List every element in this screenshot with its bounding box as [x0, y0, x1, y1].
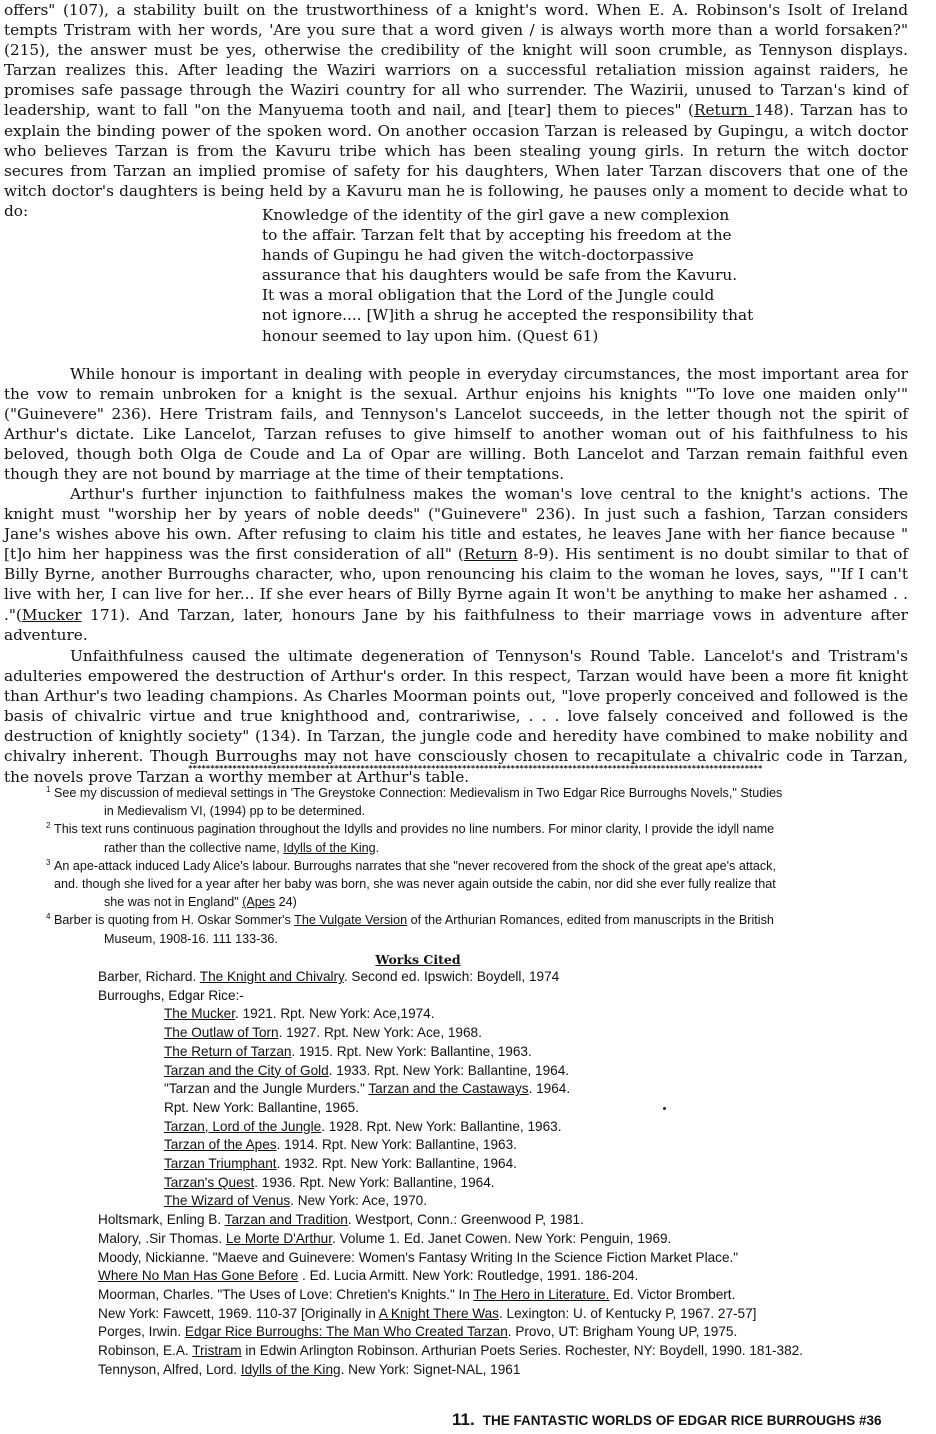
footnote-title: (Apes [242, 895, 276, 910]
work-title: Edgar Rice Burroughs: The Man Who Created Tarzan [184, 1324, 508, 1340]
footnote-number: 3 [46, 857, 51, 867]
entry-text: . Westport, Conn.: Greenwood P, 1981. [347, 1212, 584, 1228]
work-title: The Knight and Chivalry [199, 969, 344, 984]
paragraph-text: 148). Tarzan has to explain the binding power of the spoken word. On another occasion Tarzan is released by Gupingu, a witch doctor who believes Tarzan is from the Kavuru tribe which has been stealing young girls. In return the witch doctor secures from Tarzan an implied promise of safety for his daughters, When later Tarzan discovers that one of the witch doctor's daughters is being held by a Kavuru man he is following, he pauses only a moment to decide what to do: [4, 101, 908, 220]
works-cited-entry [98, 1305, 898, 1324]
print-speck [663, 1107, 666, 1110]
paragraph-text: While honour is important in dealing with people in everyday circumstances, the most important area for the vow to remain unbroken for a knight is the sexual. Arthur enjoins his knights "'To love one maiden only'" ("Guinevere" 236). Here Tristram fails, and Tennyson's Lancelot succeeds, in the letter though not the spirit of Arthur's dictate. Like Lancelot, Tarzan refuses to give himself to another woman out of his faithfulness to his beloved, though both Olga de Coude and La of Opar are willing. Both Lancelot and Tarzan remain faithful even though they are not bound by marriage at the time of their temptations. [4, 365, 908, 484]
quote-line: honour seemed to lay upon him. (Quest 61) [262, 326, 599, 345]
entry-text: Moody, Nickianne. "Maeve and Guinevere: Women's Fantasy Writing In the Science Fiction Market Place." [98, 1249, 739, 1265]
works-cited-entry [98, 968, 898, 987]
entry-text: Porges, Irwin. [98, 1324, 185, 1340]
entry-text: . 1914. Rpt. New York: Ballantine, 1963. [276, 1137, 517, 1153]
works-cited-entry [98, 1005, 898, 1024]
works-cited-entry [98, 1043, 898, 1062]
works-cited-entry [98, 1361, 898, 1380]
entry-text: . New York: Signet-NAL, 1961 [340, 1361, 521, 1377]
entry-text: New York: Fawcett, 1969. 110-37 [Originally in [98, 1305, 379, 1321]
works-cited-entry [98, 1062, 898, 1081]
entry-text: . 1921. Rpt. New York: Ace,1974. [235, 1006, 435, 1022]
work-title: Where No Man Has Gone Before [98, 1268, 299, 1284]
works-cited-entry [98, 1080, 898, 1099]
entry-text: Barber, Richard. [98, 969, 200, 984]
works-cited-entry [98, 1024, 898, 1043]
entry-text: Rpt. New York: Ballantine, 1965. [164, 1099, 359, 1115]
footnote-text: See my discussion of medieval settings in 'The Greystoke Connection: Medievalism in Two Edgar Rice Burroughs Novels," Studies [54, 786, 783, 800]
quote-line: assurance that his daughters would be safe from the Kavuru. [262, 266, 738, 285]
footnote-text: 24) [275, 895, 297, 910]
work-title: The Outlaw of Torn [164, 1025, 279, 1041]
work-title: Idylls of the King [240, 1361, 341, 1377]
work-title: Tarzan Triumphant [164, 1156, 277, 1172]
works-cited-entry [98, 1211, 898, 1230]
entry-text: Robinson, E.A. [98, 1343, 193, 1359]
separator-line: ********************************************************************************************************************************** [188, 764, 763, 773]
footnote-text: rather than the collective name, [104, 840, 284, 855]
entry-text: Ed. Victor Brombert. [609, 1286, 736, 1302]
works-cited-entry [98, 987, 898, 1006]
works-cited-entry [98, 1099, 898, 1118]
quote-line: Knowledge of the identity of the girl gave a new complexion [262, 206, 730, 224]
entry-text: Malory, .Sir Thomas. [98, 1230, 226, 1246]
work-title: Tarzan and the Castaways [368, 1081, 529, 1097]
footnote-text: and. though she lived for a year after her baby was born, she was never again outside the cabin, nor did she ever fully realize that [54, 877, 776, 892]
footnote-title: The Vulgate Version [294, 913, 408, 928]
work-title: The Hero in Literature. [473, 1286, 610, 1302]
paragraph-text: 171). And Tarzan, later, honours Jane by his faithfulness to their marriage vows in adventure after adventure. [4, 605, 908, 644]
works-cited-entry [98, 1174, 898, 1193]
paragraph-text: Unfaithfulness caused the ultimate degeneration of Tennyson's Round Table. Lancelot's and Tristram's adulteries empowered the destruction of Arthur's order. In this respect, Tarzan would have been a more fit knight than Arthur's two leading champions. As Charles Moorman points out, "love properly conceived and followed is the basis of chivalric virtue and true knighthood and, contrariwise, . . . love falsely conceived and followed is the destruction of knightly society" (134). In Tarzan, the jungle code and heredity have combined to make nobility and chivalry inherent. Though Burroughs may not have consciously chosen to recapitulate a chivalric code in Tarzan, the novels prove Tarzan a worthy member at Arthur's table. [4, 647, 908, 786]
work-title: Tarzan, Lord of the Jungle [164, 1118, 322, 1134]
footnote-text: Barber is quoting from H. Oskar Sommer's [54, 913, 295, 928]
citation-return: Return [463, 545, 518, 564]
footnote-text: This text runs continuous pagination throughout the Idylls and provides no line numbers. For minor clarity, I provide the idyll name [54, 822, 775, 837]
footnote-text: she was not in England" [104, 895, 243, 910]
entry-text: . 1927. Rpt. New York: Ace, 1968. [278, 1025, 482, 1041]
footnote-text: . [375, 840, 380, 855]
work-title: Tarzan's Quest [164, 1174, 255, 1190]
body-paragraph-2 [4, 364, 908, 485]
footnote-1 [46, 784, 876, 820]
entry-text: Moorman, Charles. "The Uses of Love: Chretien's Knights." In [98, 1286, 474, 1302]
citation-return: Return [693, 101, 755, 120]
entry-text: . New York: Ace, 1970. [290, 1193, 427, 1209]
entry-text: . 1936. Rpt. New York: Ballantine, 1964. [254, 1174, 495, 1190]
footnote-text: in Medievalism VI, (1994) pp to be determined. [104, 804, 366, 819]
work-title: The Wizard of Venus [164, 1193, 291, 1209]
footnote-text: of the Arthurian Romances, edited from manuscripts in the British [407, 913, 774, 928]
footnote-text: An ape-attack induced Lady Alice's labour. Burroughs narrates that she "never recovered from the shock of the great ape's attack, [54, 858, 776, 873]
footnote-number: 1 [46, 785, 51, 794]
footnote-number: 2 [46, 821, 51, 831]
footnote-text: Museum, 1908-16. 111 133-36. [104, 931, 278, 946]
work-title: A Knight There Was [378, 1305, 499, 1321]
works-cited-entry [98, 1249, 898, 1268]
footnote-2 [46, 820, 876, 856]
body-paragraph-1 [4, 0, 908, 221]
entry-text: . Second ed. Ipswich: Boydell, 1974 [343, 969, 560, 984]
paragraph-text: Arthur's further injunction to faithfulness makes the woman's love central to the knight's actions. The knight must "worship her by years of noble deeds" ("Guinevere" 236). In just such a fashion, Tarzan considers Jane's wishes above his own. After refusing to claim his title and estates, he leaves Jane with her fiance because "[t]o him her happiness was the first consideration of all" ( [4, 485, 908, 564]
entry-text: . Ed. Lucia Armitt. New York: Routledge, 1991. 186-204. [298, 1268, 639, 1284]
entry-text: Holtsmark, Enling B. [98, 1212, 225, 1228]
entry-text: . Lexington: U. of Kentucky P, 1967. 27-57] [498, 1305, 757, 1321]
quote-line: hands of Gupingu he had given the witch-doctorpassive [262, 246, 694, 265]
entry-text: Tennyson, Alfred, Lord. [98, 1361, 241, 1377]
work-title: The Mucker [164, 1006, 236, 1022]
citation-mucker: Mucker [21, 605, 82, 624]
paragraph-text: 8-9). His sentiment is no doubt similar to that of Billy Byrne, another Burroughs character, who, upon renouncing his claim to the woman he loves, says, "'If I can't live with her, I can live for her... If she ever hears of Billy Byrne again It won't be anything to make her ashamed . . ."( [4, 545, 908, 624]
entry-text: . 1964. [528, 1081, 571, 1097]
work-title: Tristram [192, 1343, 242, 1359]
works-cited-entry [98, 1267, 898, 1286]
quote-line: It was a moral obligation that the Lord of the Jungle could [262, 286, 715, 305]
entry-text: in Edwin Arlington Robinson. Arthurian Poets Series. Rochester, NY: Boydell, 1990. 181-382. [241, 1343, 804, 1359]
works-cited-list [98, 968, 898, 1379]
entry-text: Burroughs, Edgar Rice:- [98, 987, 244, 1003]
entry-text: . Volume 1. Ed. Janet Cowen. New York: Penguin, 1969. [332, 1230, 672, 1246]
works-cited-entry [98, 1155, 898, 1174]
entry-text: . 1932. Rpt. New York: Ballantine, 1964. [276, 1156, 517, 1172]
works-cited-entry [98, 1230, 898, 1249]
footnotes [46, 784, 876, 948]
entry-text: "Tarzan and the Jungle Murders." [164, 1081, 369, 1097]
work-title: Le Morte D'Arthur [225, 1230, 333, 1246]
work-title: Tarzan and Tradition [224, 1212, 348, 1228]
entry-text: . 1933. Rpt. New York: Ballantine, 1964. [328, 1062, 570, 1078]
work-title: Tarzan of the Apes [164, 1137, 277, 1153]
footnote-number: 4 [46, 912, 51, 922]
publication-title: THE FANTASTIC WORLDS OF EDGAR RICE BURROUGHS #36 [482, 1413, 882, 1428]
works-cited-heading: Works Cited [375, 952, 461, 967]
page-footer [452, 1410, 881, 1430]
works-cited-entry [98, 1342, 898, 1361]
works-cited-entry [98, 1323, 898, 1342]
entry-text: . 1928. Rpt. New York: Ballantine, 1963. [321, 1118, 562, 1134]
entry-text: . Provo, UT: Brigham Young UP, 1975. [507, 1324, 738, 1340]
quote-line: to the affair. Tarzan felt that by accepting his freedom at the [262, 226, 732, 245]
footnote-title: Idylls of the King [283, 840, 376, 855]
works-cited-entry [98, 1192, 898, 1211]
work-title: The Return of Tarzan [164, 1043, 292, 1059]
works-cited-entry [98, 1286, 898, 1305]
quote-line: not ignore.... [W]ith a shrug he accepted the responsibility that [262, 306, 754, 325]
works-cited-entry [98, 1118, 898, 1137]
block-quote [262, 205, 754, 346]
footnote-4 [46, 911, 876, 947]
body-paragraph-3 [4, 484, 908, 645]
footnote-3 [46, 857, 876, 912]
page-number: 11. [452, 1410, 475, 1429]
paragraph-text: offers" (107), a stability built on the trustworthiness of a knight's word. When E. A. Robinson's Isolt of Ireland tempts Tristram with her words, 'Are you sure that a word given / is always worth more than a world forsaken?" (215), the answer must be yes, otherwise the credibility of the knight will soon crumble, as Tennyson displays. Tarzan realizes this. After leading the Waziri warriors on a successful retaliation mission against raiders, he promises safe passage through the Waziri country for all who surrender. The Wazirii, unused to Tarzan's kind of leadership, want to fall "on the Manyuema tooth and nail, and [tear] them to pieces" ( [4, 1, 908, 120]
works-cited-entry [98, 1136, 898, 1155]
entry-text: . 1915. Rpt. New York: Ballantine, 1963. [291, 1043, 532, 1059]
work-title: Tarzan and the City of Gold [164, 1062, 329, 1078]
